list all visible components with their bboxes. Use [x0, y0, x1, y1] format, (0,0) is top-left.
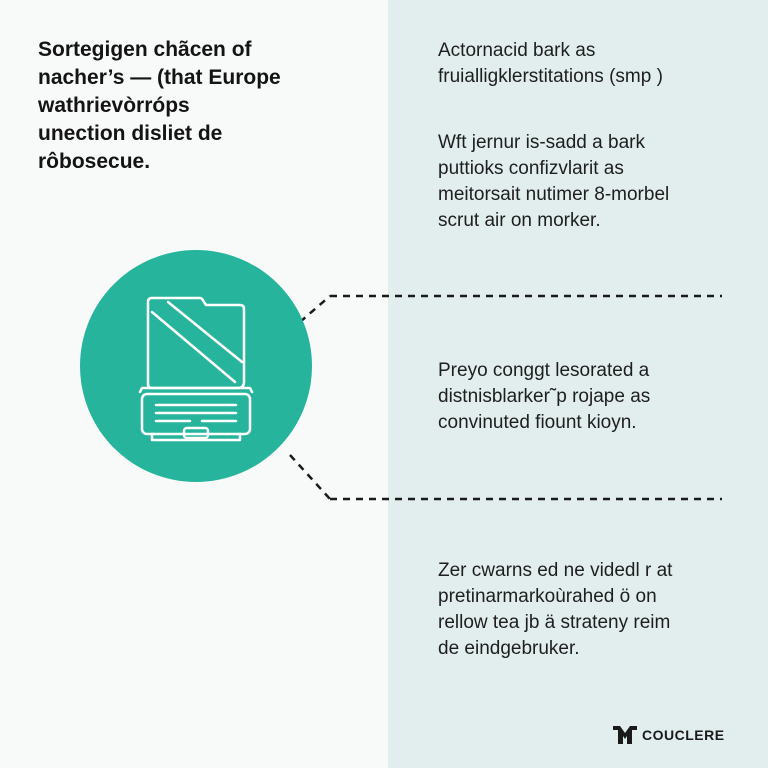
- device-icon: [80, 250, 312, 482]
- text-line: Zer cwarns ed ne videdl r at: [438, 560, 673, 581]
- text-line: puttioks confizvlarit as: [438, 158, 624, 179]
- text-line: de eindgebruker.: [438, 638, 580, 659]
- text-line: rellow tea jb ä strateny reim: [438, 612, 671, 633]
- text-line: pretinarmarkoùrahed ö on: [438, 586, 657, 607]
- headline-line: Sortegigen chãcen of: [38, 38, 252, 61]
- text-line: fruialligklerstitations (smp ): [438, 66, 663, 87]
- brand: [612, 722, 725, 748]
- text-line: convinuted fiount kioyn.: [438, 412, 637, 433]
- brand-name: COUCLERE: [642, 727, 725, 743]
- text-line: Wft jernur is-sadd a bark: [438, 132, 645, 153]
- text-line: Preyo conggt lesorated a: [438, 360, 650, 381]
- headline-line: unection disliet de: [38, 122, 223, 145]
- headline-line: nacher’s — (that Europe: [38, 66, 281, 89]
- text-line: scrut air on morker.: [438, 210, 601, 231]
- text-line: distnisblarker˜p rojape as: [438, 386, 651, 407]
- headline-line: rôbosecue.: [38, 150, 151, 173]
- text-line: Actornacid bark as: [438, 40, 596, 61]
- illustration-circle: [80, 250, 312, 482]
- headline-line: wathrievòrróps: [38, 94, 190, 117]
- brand-logo-icon: [612, 724, 638, 746]
- text-line: meitorsait nutimer 8-morbel: [438, 184, 670, 205]
